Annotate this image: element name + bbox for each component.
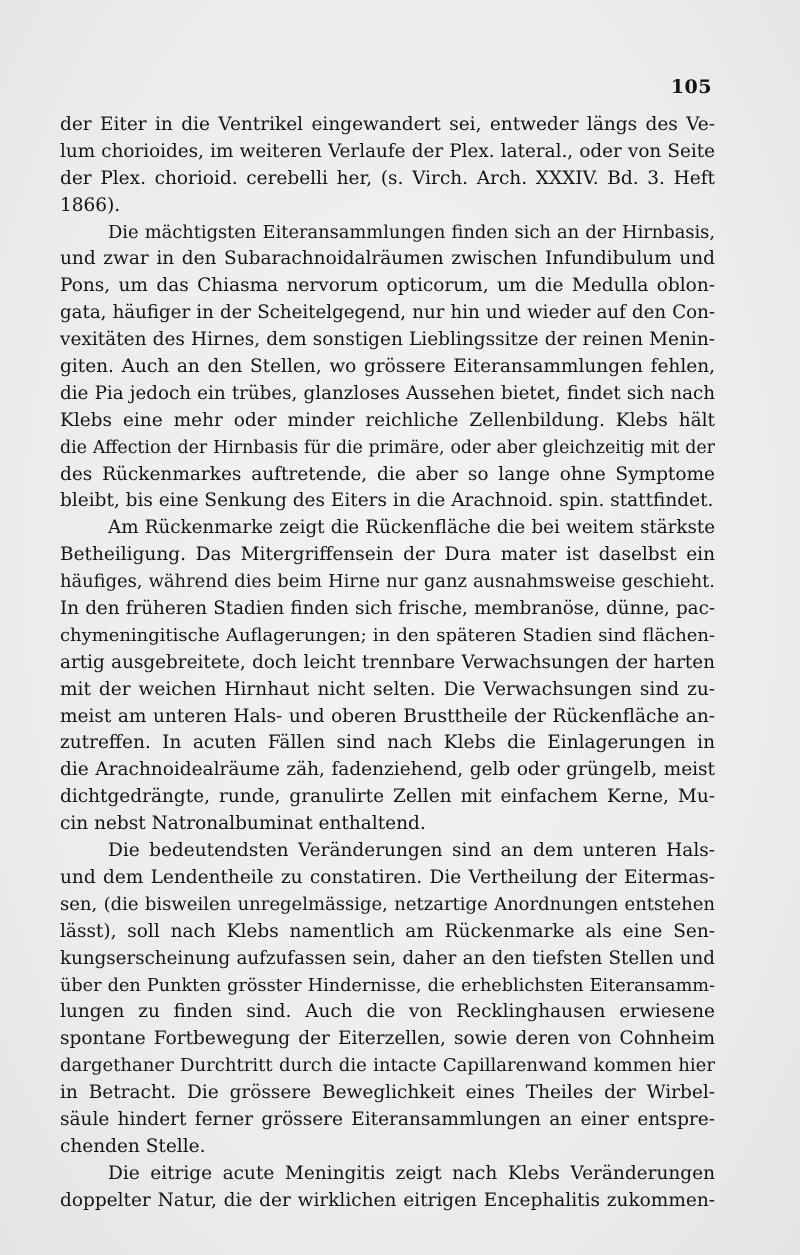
text-line: kungserscheinung aufzufassen sein, daher an den tiefsten Stellen und	[60, 947, 715, 969]
text-line: lum chorioides, im weiteren Verlaufe der Plex. lateral., oder von Seite	[60, 140, 715, 162]
text-line: vexitäten des Hirnes, dem sonstigen Lieblingssitze der reinen Menin-	[60, 329, 715, 351]
text-line: bleibt, bis eine Senkung des Eiters in die Arachnoid. spin. stattfindet.	[60, 490, 714, 512]
page-number: 105	[670, 76, 712, 98]
text-line: dargethaner Durchtritt durch die intacte Capillarenwand kommen hier	[60, 1055, 715, 1077]
text-line: chenden Stelle.	[60, 1135, 206, 1157]
text-line: häufiges, während dies beim Hirne nur ganz ausnahmsweise geschieht.	[60, 571, 715, 593]
text-line: sen, (die bisweilen unregelmässige, netzartige Anordnungen entstehen	[60, 893, 715, 915]
text-line: dichtgedrängte, runde, granulirte Zellen mit einfachem Kerne, Mu-	[60, 786, 715, 808]
text-line: giten. Auch an den Stellen, wo grössere Eiteransammlungen fehlen,	[60, 356, 715, 378]
text-line: gata, häufiger in der Scheitelgegend, nur hin und wieder auf den Con-	[60, 302, 715, 324]
text-line: des Rückenmarkes auftretende, die aber so lange ohne Symptome	[60, 463, 715, 485]
text-line: der Plex. chorioid. cerebelli her, (s. Virch. Arch. XXXIV. Bd. 3. Heft	[60, 167, 715, 189]
text-line: über den Punkten grösster Hindernisse, die erheblichsten Eiteransamm-	[60, 975, 715, 996]
paragraph-first-line: Am Rückenmarke zeigt die Rückenfläche die bei weitem stärkste	[108, 517, 715, 539]
text-line: meist am unteren Hals- und oberen Brusttheile der Rückenfläche an-	[60, 705, 715, 727]
text-line: Klebs eine mehr oder minder reichliche Zellenbildung. Klebs hält	[60, 409, 715, 431]
body-text	[60, 112, 715, 1215]
text-line: artig ausgebreitete, doch leicht trennbare Verwachsungen der harten	[60, 651, 715, 673]
text-line: Betheiligung. Das Mitergriffensein der Dura mater ist daselbst ein	[60, 544, 715, 566]
text-line: spontane Fortbewegung der Eiterzellen, sowie deren von Cohnheim	[60, 1028, 715, 1050]
text-line: und zwar in den Subarachnoidalräumen zwischen Infundibulum und	[60, 248, 715, 270]
text-line: 1866).	[60, 194, 121, 216]
text-line: die Arachnoidealräume zäh, fadenziehend, gelb oder grüngelb, meist	[60, 759, 715, 781]
text-line: und dem Lendentheile zu constatiren. Die Vertheilung der Eitermas-	[60, 866, 715, 888]
text-line: die Pia jedoch ein trübes, glanzloses Aussehen bietet, findet sich nach	[60, 382, 715, 404]
text-line: der Eiter in die Ventrikel eingewandert sei, entweder längs des Ve-	[60, 114, 715, 135]
text-line: Pons, um das Chiasma nervorum opticorum, um die Medulla oblon-	[60, 275, 715, 297]
paragraph-first-line: Die mächtigsten Eiteransammlungen finden sich an der Hirnbasis,	[108, 221, 715, 243]
paragraph-first-line: Die eitrige acute Meningitis zeigt nach Klebs Veränderungen	[108, 1162, 715, 1184]
text-line: chymeningitische Auflagerungen; in den späteren Stadien sind flächen-	[60, 624, 715, 646]
text-line: säule hindert ferner grössere Eiteransammlungen an einer entspre-	[60, 1108, 715, 1130]
text-line: lässt), soll nach Klebs namentlich am Rückenmarke als eine Sen-	[60, 920, 715, 942]
text-line: zutreffen. In acuten Fällen sind nach Klebs die Einlagerungen in	[60, 732, 715, 754]
text-line: In den früheren Stadien finden sich frische, membranöse, dünne, pac-	[60, 598, 715, 620]
text-line: die Affection der Hirnbasis für die primäre, oder aber gleichzeitig mit der	[60, 437, 715, 458]
paragraph-first-line: Die bedeutendsten Veränderungen sind an dem unteren Hals-	[108, 840, 715, 862]
text-line: doppelter Natur, die der wirklichen eitrigen Encephalitis zukommen-	[60, 1189, 715, 1211]
text-line: in Betracht. Die grössere Beweglichkeit eines Theiles der Wirbel-	[60, 1082, 715, 1104]
text-line: cin nebst Natronalbuminat enthaltend.	[60, 813, 426, 835]
text-line: mit der weichen Hirnhaut nicht selten. Die Verwachsungen sind zu-	[60, 678, 715, 700]
text-line: lungen zu finden sind. Auch die von Recklinghausen erwiesene	[60, 1001, 715, 1023]
